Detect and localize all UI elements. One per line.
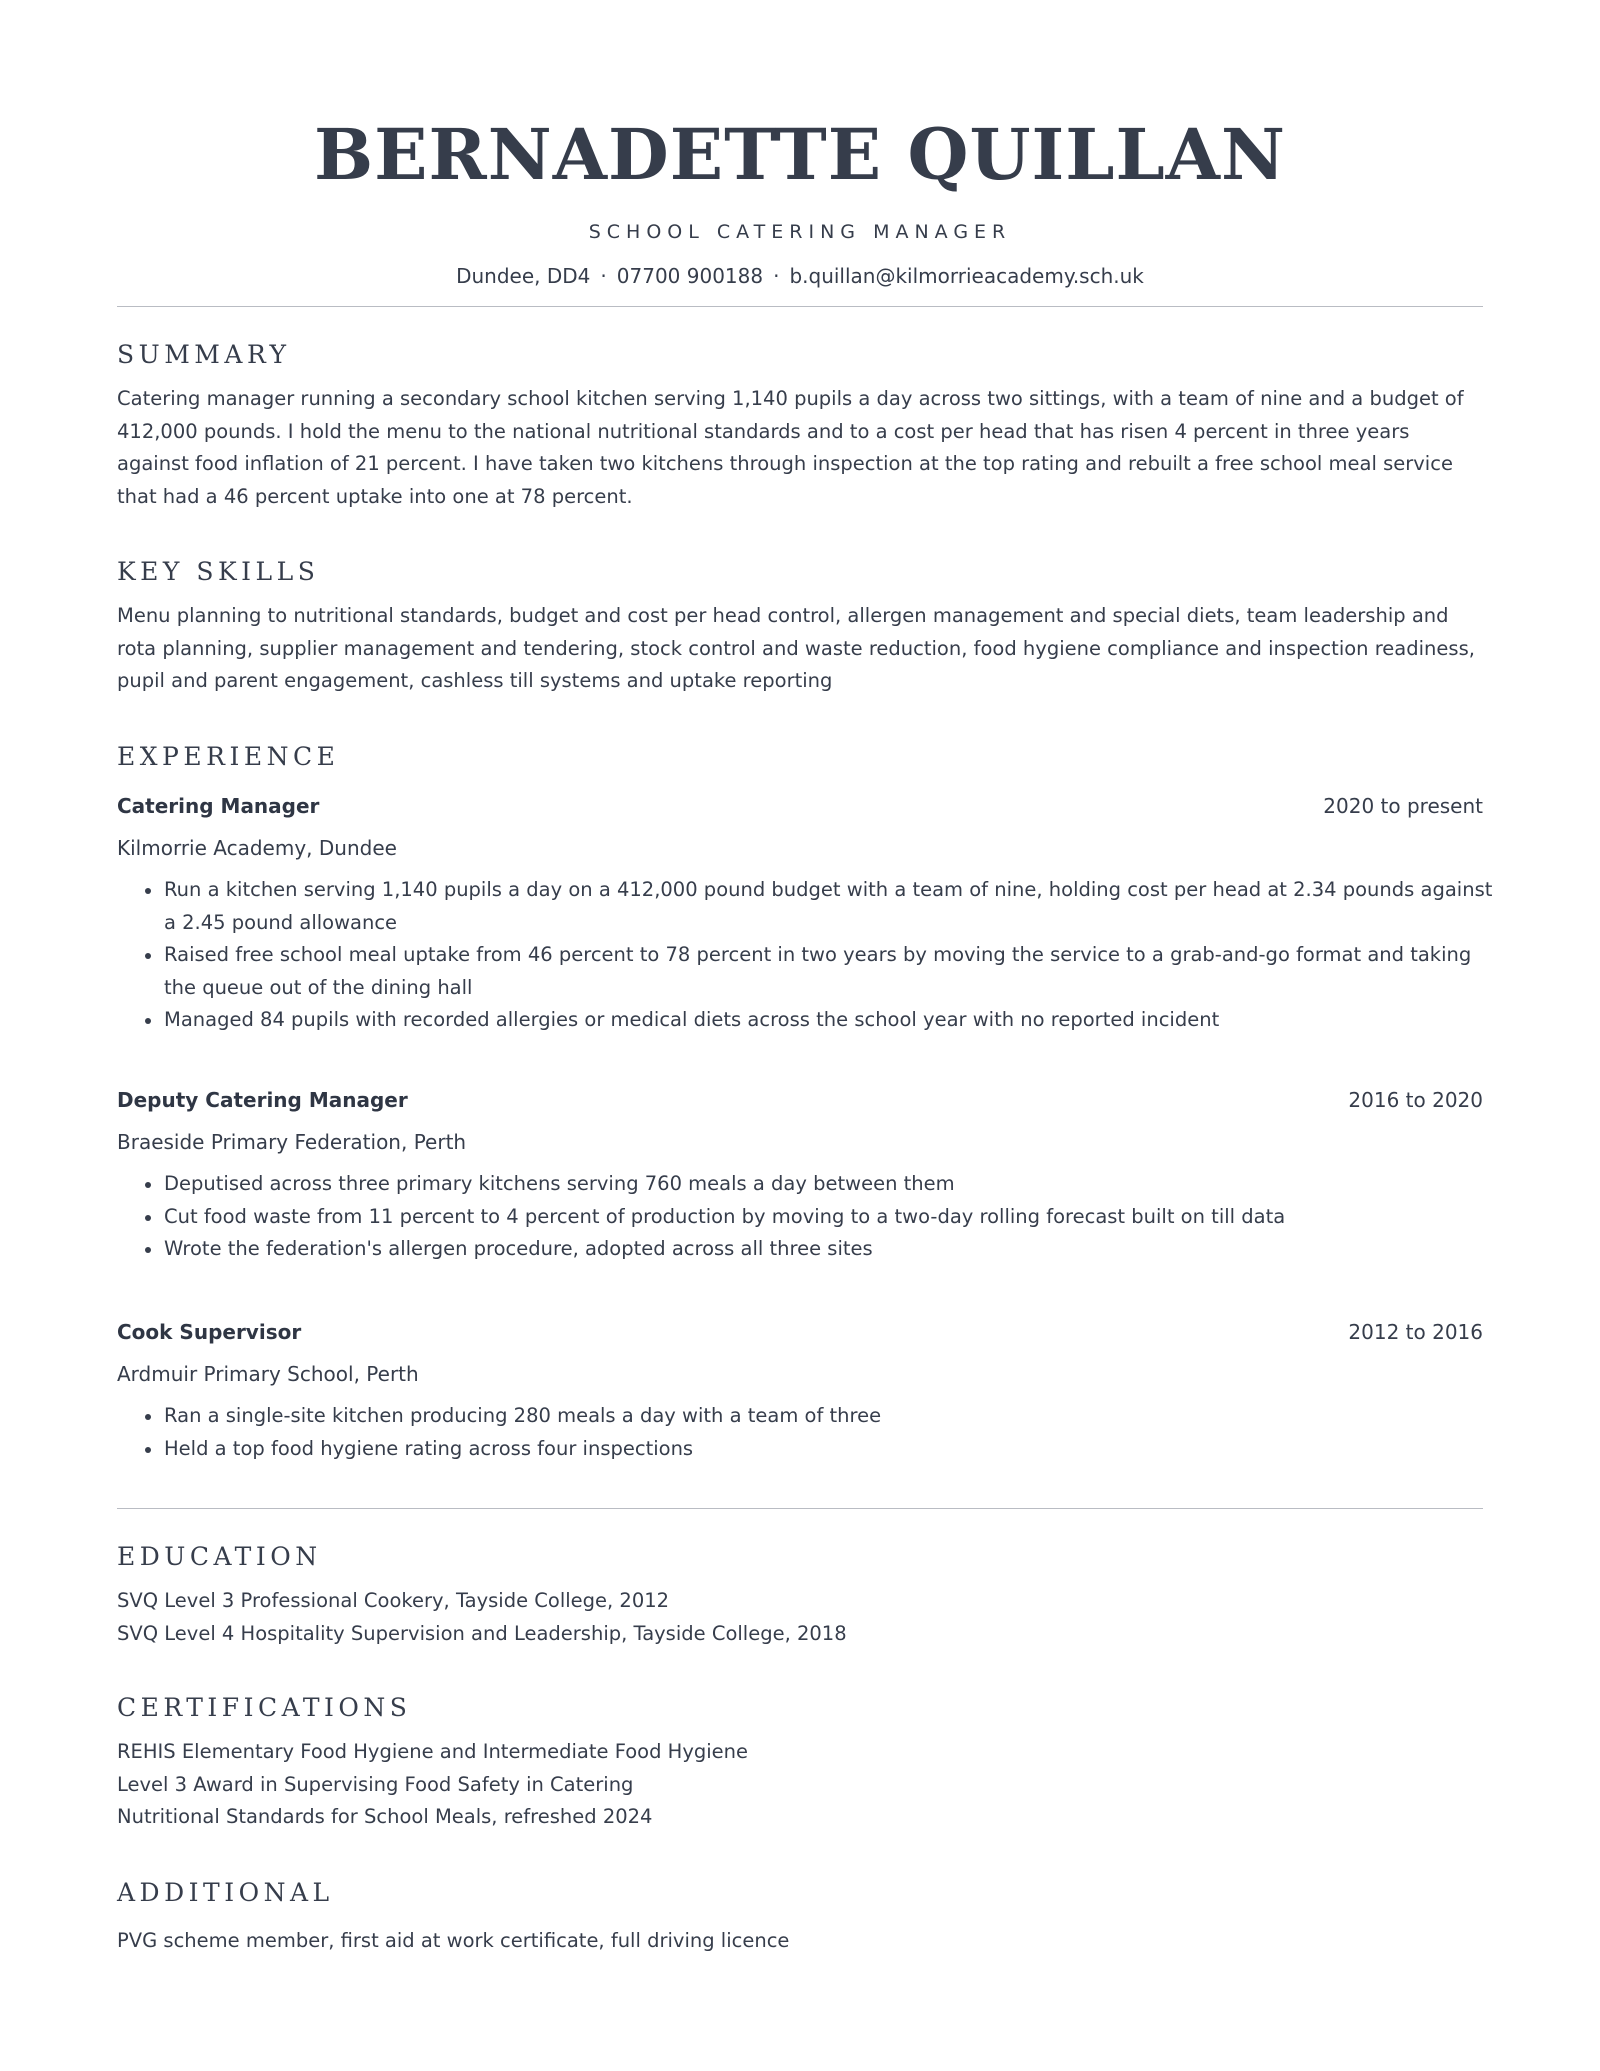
header-divider (117, 306, 1483, 307)
section-divider (117, 1508, 1483, 1509)
job-dates: 2012 to 2016 (1348, 1320, 1483, 1344)
job-bullets (117, 874, 1507, 1037)
certification-item: Nutritional Standards for School Meals, refreshed 2024 (117, 1805, 653, 1828)
certifications-list (117, 1736, 1483, 1834)
certification-item: Level 3 Award in Supervising Food Safety in Catering (117, 1772, 634, 1796)
job-title: Deputy Catering Manager (117, 1088, 408, 1112)
contact-line (117, 262, 1483, 290)
education-list (117, 1585, 1483, 1650)
location: Dundee, DD4 (456, 264, 591, 288)
bullet-item: Wrote the federation's allergen procedure, adopted across all three sites (117, 1233, 1507, 1266)
bullet-item: Run a kitchen serving 1,140 pupils a day on a 412,000 pound budget with a team of nine, holding cost per head at 2.34 pounds against a 2.45 pound allowance (117, 874, 1507, 939)
bullet-item: Raised free school meal uptake from 46 percent to 78 percent in two years by moving the service to a grab-and-go format and taking the queue out of the dining hall (117, 939, 1507, 1004)
job-organisation: Braeside Primary Federation, Perth (117, 1130, 467, 1154)
certifications-heading: CERTIFICATIONS (117, 1693, 412, 1722)
job-role: SCHOOL CATERING MANAGER (588, 221, 1012, 243)
bullet-item: Cut food waste from 11 percent to 4 percent of production by moving to a two-day rolling forecast built on till data (117, 1201, 1507, 1234)
education-item: SVQ Level 3 Professional Cookery, Tayside College, 2012 (117, 1589, 670, 1612)
bullet-item: Held a top food hygiene rating across four inspections (117, 1433, 1507, 1466)
bullet-item: Ran a single-site kitchen producing 280 meals a day with a team of three (117, 1400, 1507, 1433)
job-dates: 2020 to present (1323, 794, 1483, 818)
skills-heading: KEY SKILLS (117, 557, 320, 586)
job-bullets (117, 1168, 1507, 1266)
education-item: SVQ Level 4 Hospitality Supervision and Leadership, Tayside College, 2018 (117, 1621, 847, 1645)
summary-text: Catering manager running a secondary school kitchen serving 1,140 pupils a day across two sittings, with a team of nine and a budget of 412,000 pounds. I hold the menu to the national nutritional standards and to a cost per head that has risen 4 percent in three years against food inflation of 21 percent. I have taken two kitchens through inspection at the top rating and rebuilt a free school meal service that had a 46 percent uptake into one at 78 percent. (117, 387, 1464, 508)
bullet-item: Managed 84 pupils with recorded allergies or medical diets across the school year with no reported incident (117, 1004, 1507, 1037)
candidate-name: BERNADETTE QUILLAN (314, 113, 1286, 196)
additional-list (117, 1925, 1483, 1958)
education-heading: EDUCATION (117, 1542, 322, 1571)
job-dates: 2016 to 2020 (1348, 1088, 1483, 1112)
job-organisation: Kilmorrie Academy, Dundee (117, 836, 397, 860)
job-organisation: Ardmuir Primary School, Perth (117, 1362, 419, 1386)
additional-heading: ADDITIONAL (117, 1878, 334, 1907)
separator-dot: · (773, 264, 780, 288)
separator-dot: · (600, 264, 607, 288)
certification-item: REHIS Elementary Food Hygiene and Intermediate Food Hygiene (117, 1740, 749, 1763)
job-title: Cook Supervisor (117, 1320, 302, 1344)
additional-text: PVG scheme member, first aid at work certificate, full driving licence (117, 1929, 790, 1952)
email-link[interactable]: b.quillan@kilmorrieacademy.sch.uk (789, 264, 1144, 288)
job-bullets (117, 1400, 1507, 1465)
skills-text: Menu planning to nutritional standards, budget and cost per head control, allergen management and special diets, team leadership and rota planning, supplier management and tendering, stock control and waste reduction, food hygiene compliance and inspection readiness, pupil and parent engagement, cashless till systems and uptake reporting (117, 604, 1475, 692)
experience-heading: EXPERIENCE (117, 742, 340, 771)
phone: 07700 900188 (616, 264, 764, 288)
job-title: Catering Manager (117, 794, 320, 818)
summary-heading: SUMMARY (117, 340, 291, 369)
bullet-item: Deputised across three primary kitchens serving 760 meals a day between them (117, 1168, 1507, 1201)
